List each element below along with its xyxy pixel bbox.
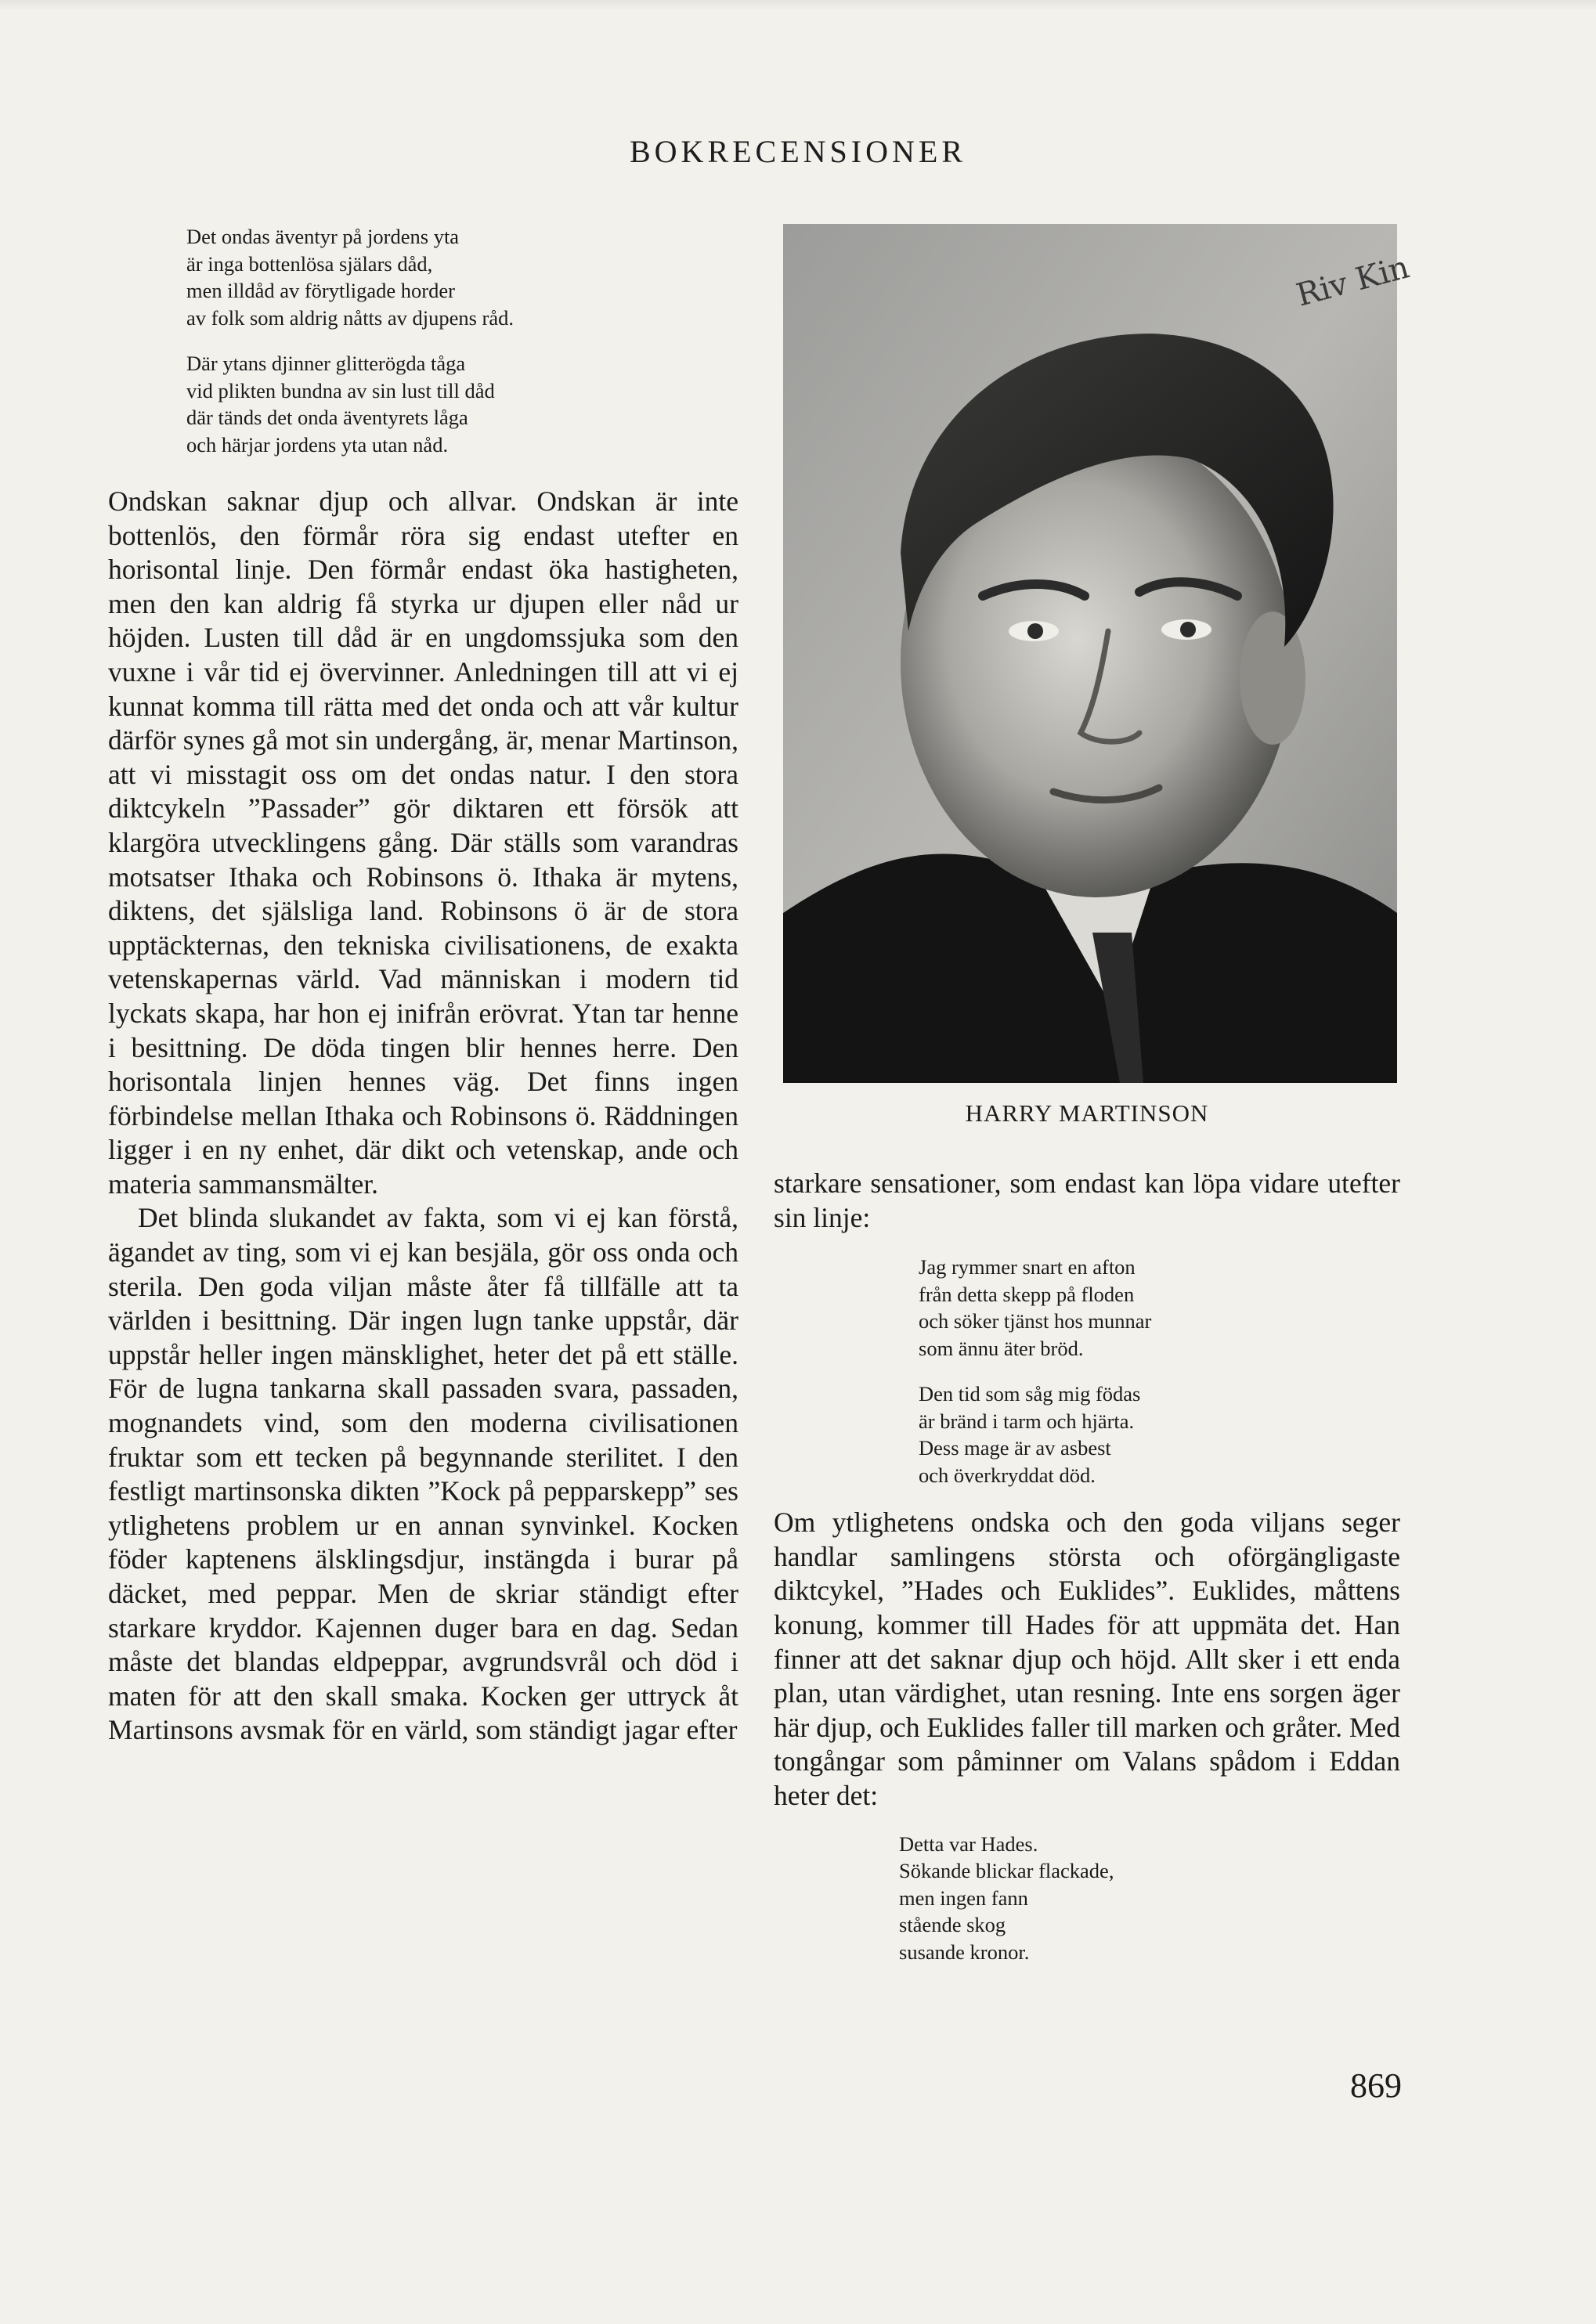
poem-line: Det ondas äventyr på jordens yta — [186, 225, 460, 248]
poem-line: och härjar jordens yta utan nåd. — [186, 432, 449, 456]
photo-caption: HARRY MARTINSON — [965, 1099, 1209, 1127]
author-portrait — [783, 224, 1414, 1083]
body-paragraph: Det blinda slukandet av fakta, som vi ej kan förstå, ägandet av ting, som vi ej kan besjäla, gör oss onda och sterila. Den goda viljan måste åter få tillfälle att ta världen i besittning. Där ingen lugn tanke uppstår, där uppstår heller ingen mänsklighet, heter det på ett ställe. För de lugna tankarna skall passaden svara, passaden, mognandets vind, som den moderna civilisationen fruktar som ett tecken på begynnande sterilitet. I den festligt martinsonska dikten ”Kock på pepparskepp” ses ytlighetens problem ur en annan synvinkel. Kocken föder kaptenens älsklingsdjur, instängda i burar på däcket, med peppar. Men de skriar ständigt efter starkare kryddor. Kajennen duger bara en dag. Sedan måste det blandas eldpeppar, avgrundsvrål och död i maten för att den skall smaka. Kocken ger uttryck åt Martinsons avsmak för en värld, som ständigt jagar efter — [108, 1202, 738, 1746]
poem-line: men ingen fann — [899, 1886, 1028, 1910]
poem-line: där tänds det onda äventyrets låga — [186, 406, 468, 429]
running-header: BOKRECENSIONER — [629, 134, 967, 169]
body-paragraph: Ondskan saknar djup och allvar. Ondskan är inte bottenlös, den förmår röra sig endast utefter en horisontal linje. Den förmår endast öka hastigheten, men den kan aldrig få styrka ur djupen eller nåd ur höjden. Lusten till dåd är en ungdomssjuka som den vuxne i vår tid ej övervinner. Anledningen till att vi ej kunnat komma till rätta med det onda och att vår kultur därför synes gå mot sin undergång, är, menar Martinson, att vi misstagit oss om det ondas natur. I den stora diktcykeln ”Passader” gör diktaren ett försök att klargöra utvecklingens gång. Där ställs som varandras motsatser Ithaka och Robinsons ö. Ithaka är mytens, diktens, det själsliga land. Robinsons ö är de stora upptäckternas, den tekniska civilisationens, de exakta vetenskapernas värld. Vad människan i modern tid lyckats skapa, har hon ej inifrån erövrat. Ytan tar henne i besittning. De döda tingen blir hennes herre. Den horisontala linjen hennes väg. Det finns ingen förbindelse mellan Ithaka och Robinsons ö. Räddningen ligger i en ny enhet, där dikt och vetenskap, ande och materia sammansmälter. — [108, 485, 738, 1200]
poem-line: är inga bottenlösa själars dåd, — [186, 251, 433, 276]
left-column — [108, 223, 738, 1748]
poem-line: Jag rymmer snart en afton — [919, 1255, 1136, 1279]
page-number: 869 — [1350, 2066, 1402, 2105]
poem-line: från detta skepp på floden — [919, 1282, 1135, 1306]
poem-stanza — [919, 1380, 1400, 1489]
poem-line: Sökande blickar flackade, — [899, 1859, 1114, 1883]
page-edge — [0, 0, 1596, 11]
poem-line: är bränd i tarm och hjärta. — [919, 1409, 1135, 1433]
poem-line: och söker tjänst hos munnar — [919, 1309, 1152, 1333]
poem-stanza — [919, 1254, 1400, 1362]
poem-stanza — [186, 350, 738, 458]
poem-line: Där ytans djinner glitterögda tåga — [186, 352, 466, 375]
poem-line: som ännu äter bröd. — [919, 1336, 1084, 1360]
poem-line: men illdåd av förytligade horder — [186, 279, 455, 302]
poem-line: Detta var Hades. — [899, 1831, 1038, 1856]
poem-line: Dess mage är av asbest — [919, 1436, 1111, 1460]
poem-line: susande kronor. — [899, 1940, 1030, 1964]
signature-text: Riv Kin — [1292, 249, 1414, 314]
poem-line: och överkryddat död. — [919, 1463, 1096, 1487]
right-column — [774, 1167, 1400, 1965]
opening-poem — [186, 223, 738, 458]
poem-line: vid plikten bundna av sin lust till dåd — [186, 378, 495, 402]
poem-line: Den tid som såg mig födas — [919, 1382, 1141, 1406]
poem-line: av folk som aldrig nåtts av djupens råd. — [186, 305, 515, 330]
poem-stanza — [186, 223, 738, 331]
portrait-image — [783, 224, 1414, 1083]
quoted-poem — [899, 1831, 1400, 1966]
quoted-poem — [919, 1254, 1400, 1489]
body-paragraph: starkare sensationer, som endast kan löpa vidare utefter sin linje: — [774, 1167, 1400, 1233]
poem-line: stående skog — [899, 1913, 1006, 1937]
body-paragraph: Om ytlighetens ondska och den goda viljans seger handlar samlingens största och oförgängligaste diktcykel, ”Hades och Euklides”. Euklides, måttens konung, kommer till Hades för att uppmäta det. Han finner att det saknar djup och höjd. Allt sker i ett enda plan, utan värdighet, utan resning. Inte ens sorgen äger här djup, och Euklides faller till marken och gråter. Med tongångar som påminner om Valans spådom i Eddan heter det: — [774, 1507, 1400, 1811]
